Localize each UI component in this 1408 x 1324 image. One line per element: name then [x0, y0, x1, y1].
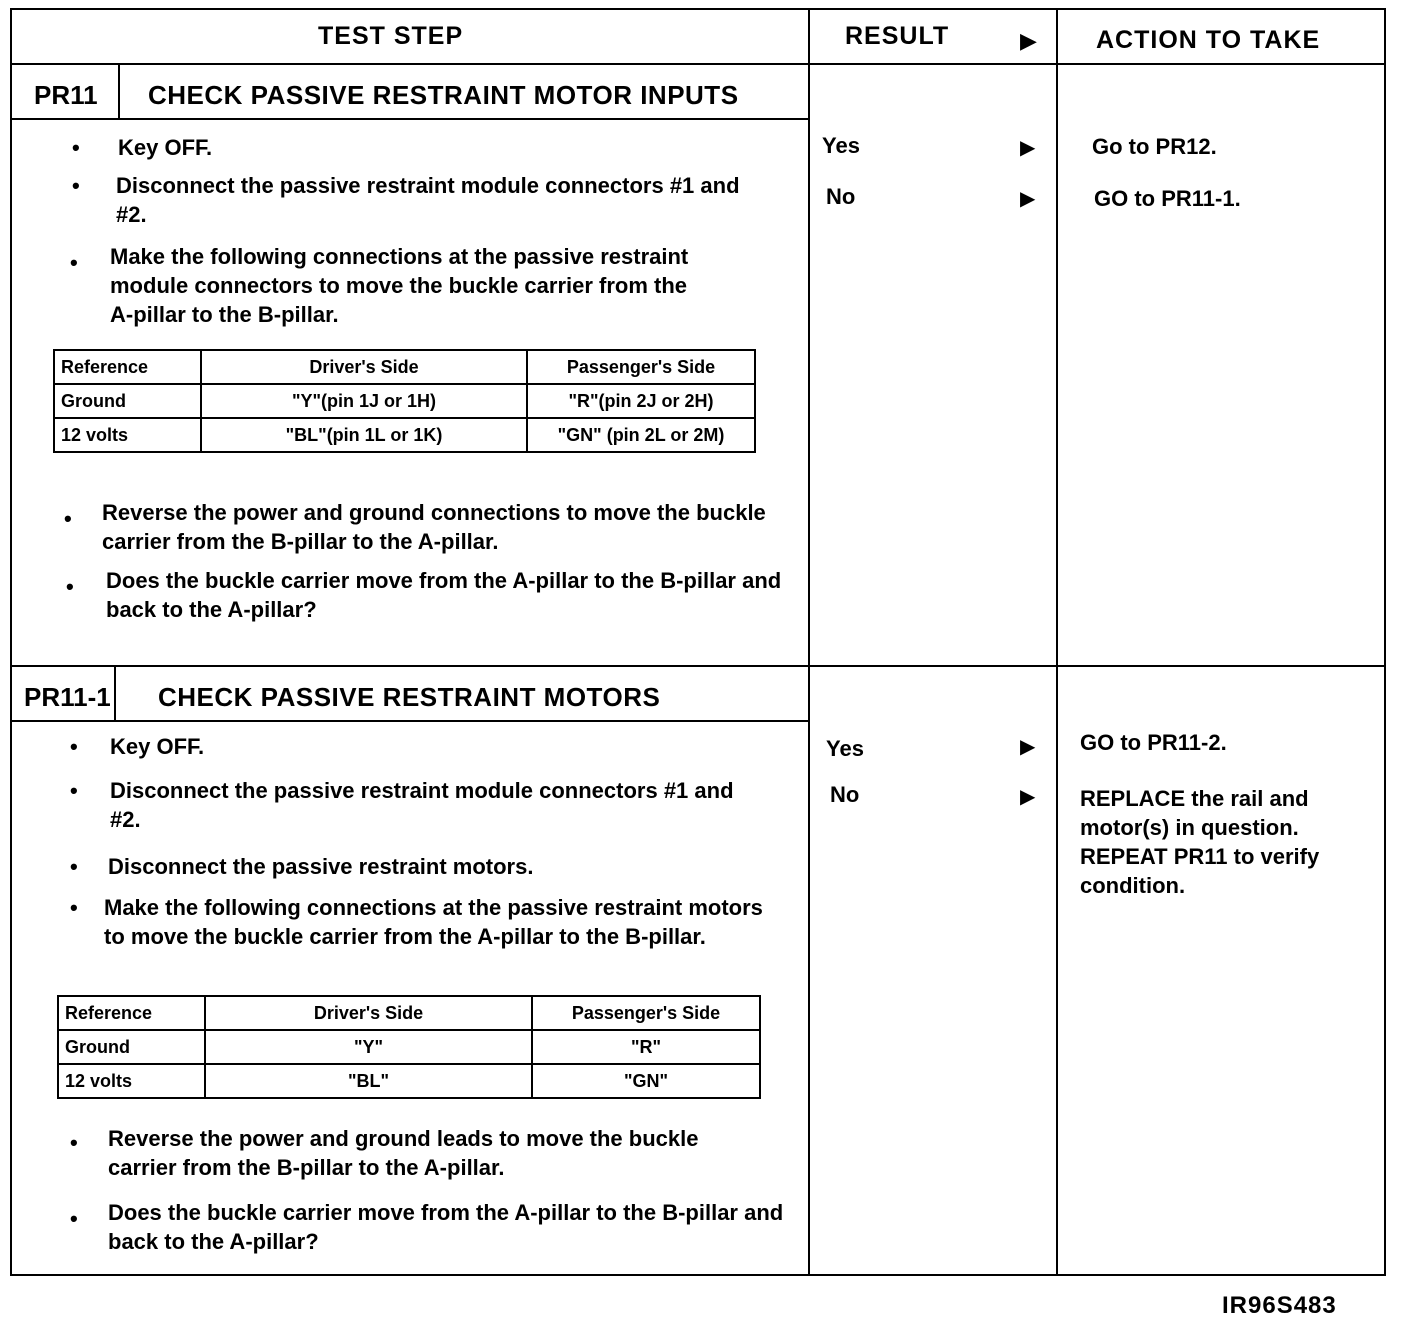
pr11-connection-table — [53, 349, 756, 453]
table-cell: 12 volts — [54, 418, 201, 452]
pr11-result-yes: Yes — [822, 133, 860, 158]
pr11-action-no: GO to PR11-1. — [1094, 186, 1241, 211]
column-divider-action — [1056, 8, 1058, 1276]
pr11-id-divider — [118, 63, 120, 118]
bullet-icon: • — [72, 135, 80, 160]
figure-code: IR96S483 — [1222, 1292, 1337, 1319]
table-cell: "R" — [532, 1030, 760, 1064]
table-cell: 12 volts — [58, 1064, 205, 1098]
bullet-icon: • — [64, 506, 72, 531]
header-test-step: TEST STEP — [318, 22, 464, 50]
pr11-1-result-no: No — [830, 782, 860, 807]
pr11-step-title: CHECK PASSIVE RESTRAINT MOTOR INPUTS — [148, 80, 739, 110]
table-header-passengers-side: Passenger's Side — [532, 996, 760, 1030]
pr11-1-connection-table — [57, 995, 761, 1099]
pr11-1-id-divider — [114, 665, 116, 720]
pr11-step-id: PR11 — [34, 80, 98, 110]
header-divider — [10, 63, 1386, 65]
bullet-icon: • — [66, 574, 74, 599]
arrow-icon: ▶ — [1020, 137, 1036, 159]
pr11-1-result-yes: Yes — [826, 736, 864, 761]
bullet-icon: • — [70, 895, 78, 920]
bullet-icon: • — [70, 734, 78, 759]
pr11-1-title-divider — [10, 720, 808, 722]
pr11-1-step-title: CHECK PASSIVE RESTRAINT MOTORS — [158, 682, 661, 712]
bullet-icon: • — [70, 250, 78, 275]
table-header-reference: Reference — [58, 996, 205, 1030]
pr11-title-divider — [10, 118, 808, 120]
header-result: RESULT — [845, 22, 950, 50]
header-arrow-icon: ▶ — [1020, 28, 1037, 53]
table-cell: Ground — [54, 384, 201, 418]
arrow-icon: ▶ — [1020, 188, 1036, 210]
bullet-icon: • — [70, 1130, 78, 1155]
pr11-1-action-no: REPLACE the rail and motor(s) in question. REPEAT PR11 to verify condition. — [1080, 786, 1320, 898]
table-cell: "GN" (pin 2L or 2M) — [527, 418, 755, 452]
pr11-1-step-id: PR11-1 — [24, 682, 111, 712]
column-divider-result — [808, 8, 810, 1276]
pr11-1-action-yes: GO to PR11-2. — [1080, 730, 1227, 755]
table-header-passengers-side: Passenger's Side — [527, 350, 755, 384]
bullet-icon: • — [72, 173, 80, 198]
pr11-result-no: No — [826, 184, 856, 209]
table-cell: "BL"(pin 1L or 1K) — [201, 418, 527, 452]
table-cell: "GN" — [532, 1064, 760, 1098]
arrow-icon: ▶ — [1020, 736, 1036, 758]
table-header-reference: Reference — [54, 350, 201, 384]
bullet-icon: • — [70, 778, 78, 803]
table-header-drivers-side: Driver's Side — [205, 996, 532, 1030]
table-cell: "R"(pin 2J or 2H) — [527, 384, 755, 418]
table-cell: Ground — [58, 1030, 205, 1064]
table-cell: "BL" — [205, 1064, 532, 1098]
pr11-action-yes: Go to PR12. — [1092, 134, 1217, 159]
bullet-icon: • — [70, 1206, 78, 1231]
arrow-icon: ▶ — [1020, 786, 1036, 808]
header-action: ACTION TO TAKE — [1096, 26, 1321, 54]
table-cell: "Y" — [205, 1030, 532, 1064]
table-cell: "Y"(pin 1J or 1H) — [201, 384, 527, 418]
bullet-icon: • — [70, 854, 78, 879]
section-divider — [10, 665, 1386, 667]
table-header-drivers-side: Driver's Side — [201, 350, 527, 384]
